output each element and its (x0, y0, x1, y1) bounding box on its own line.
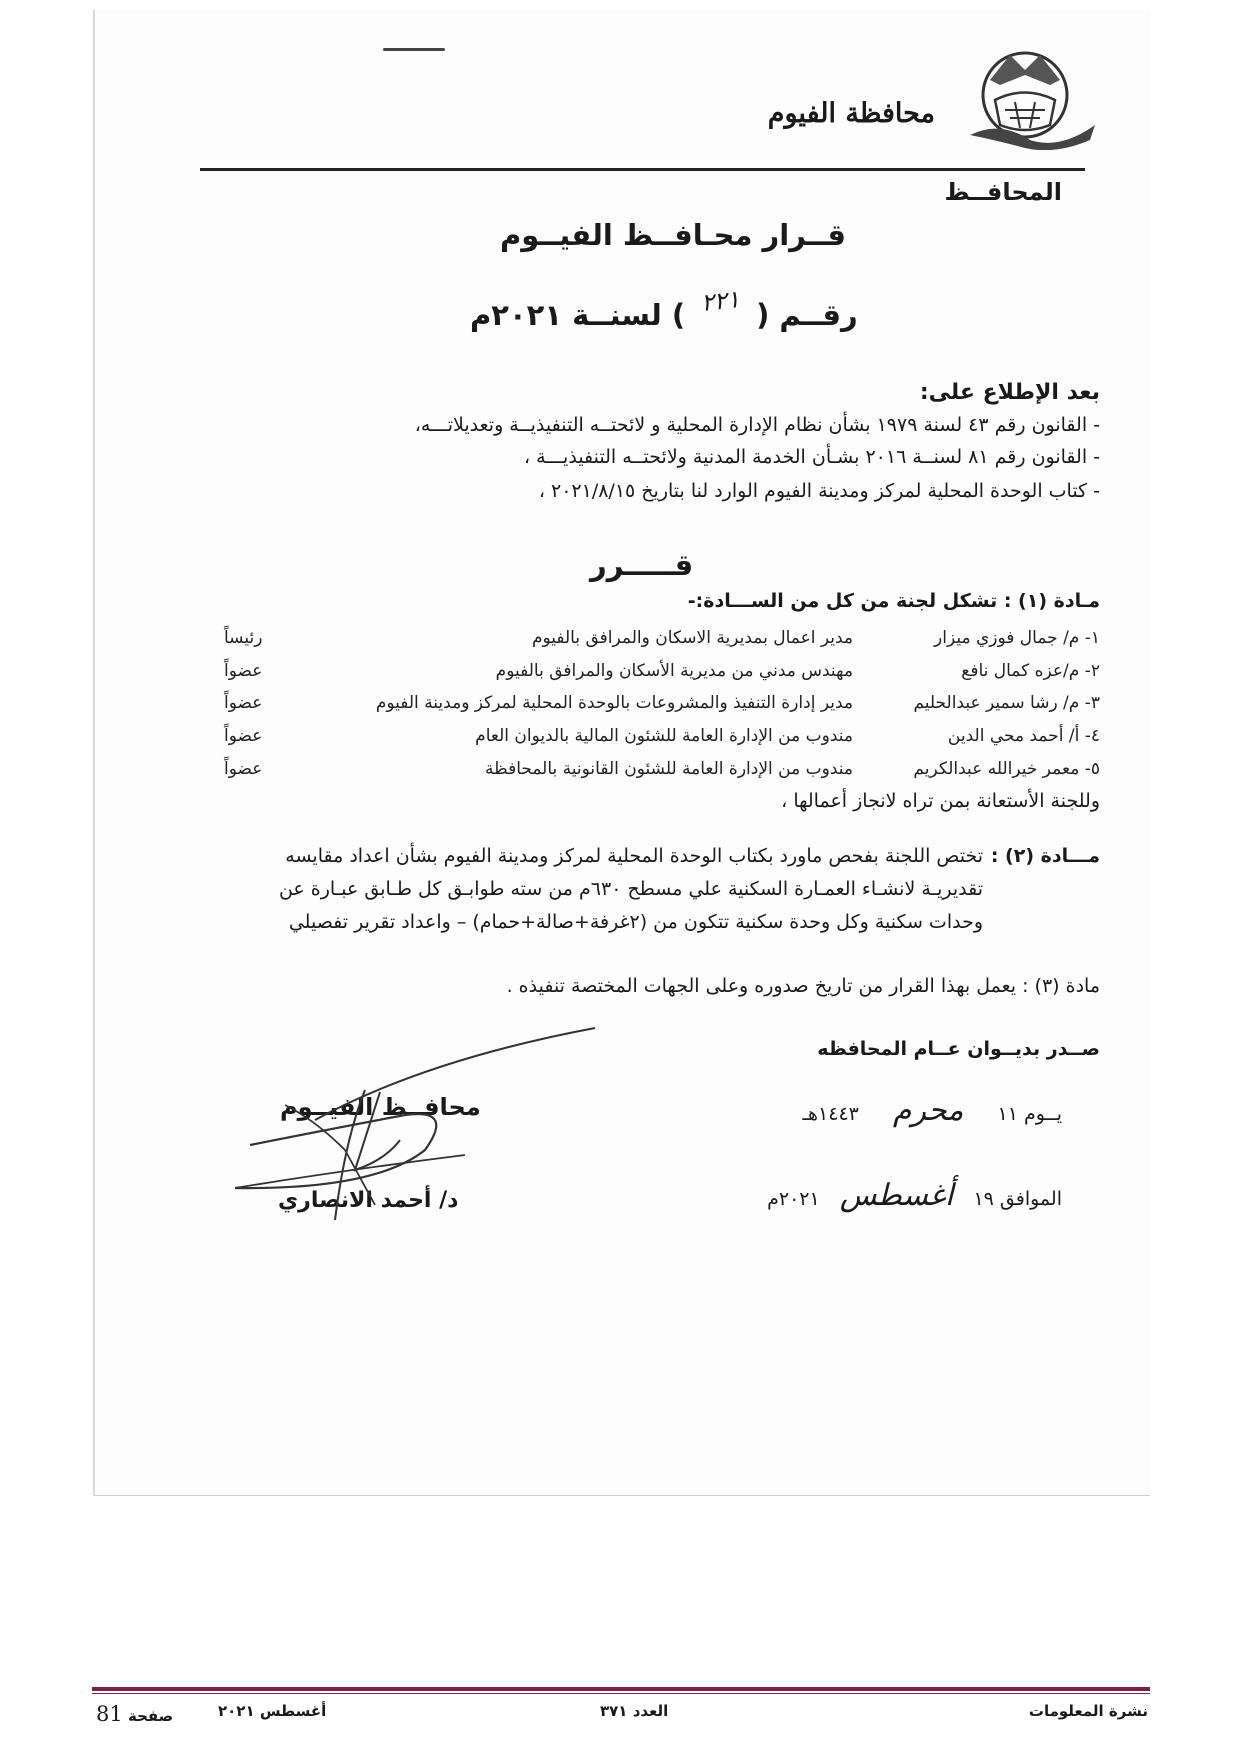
member-position: مدير اعمال بمديرية الاسكان والمرافق بالفيوم (531, 628, 853, 648)
signatory-name: د/ أحمد الانصاري (278, 1188, 459, 1213)
hijri-year: ١٤٤٣هـ (802, 1103, 859, 1125)
footer-rule-thin (92, 1693, 1150, 1694)
footer-page (96, 1702, 173, 1726)
member-role: عضواً (224, 726, 263, 746)
scan-mark (383, 48, 445, 51)
member-position: مندوب من الإدارة العامة للشئون القانونية بالمحافظة (485, 759, 853, 779)
decision-heading: قـــــرر (590, 548, 694, 582)
greg-month-handwritten: أغسطس (839, 1178, 954, 1213)
gregorian-date (767, 1178, 1062, 1213)
governorate-header: محافظة الفيوم (767, 98, 935, 129)
greg-day: الموافق ١٩ (973, 1188, 1062, 1210)
decision-title: قــرار محـافــظ الفيــوم (500, 218, 847, 252)
hijri-month-handwritten: محرم (892, 1093, 964, 1128)
article1-heading: مـادة (١) : تشكل لجنة من كل من الســـادة:- (687, 590, 1100, 612)
footer-page-label: صفحة (127, 1707, 174, 1725)
signatory-title: محافــظ الفيــوم (280, 1093, 481, 1121)
member-name: ٤- أ/ أحمد محي الدين (947, 726, 1100, 746)
number-suffix: ) لسنــة ٢٠٢١م (470, 298, 686, 332)
signature-scribble (225, 1020, 605, 1250)
member-role: عضواً (224, 693, 263, 713)
member-position: مهندس مدني من مديرية الأسكان والمرافق بالفيوم (495, 661, 853, 681)
article1-closing: وللجنة الأستعانة بمن تراه لانجاز أعمالها ، (781, 790, 1100, 812)
handwritten-number: ٢٢١ (699, 285, 742, 317)
governorate-emblem (960, 40, 1100, 150)
member-name: ٥- معمر خيرالله عبدالكريم (913, 759, 1100, 779)
header-rule (200, 168, 1085, 171)
footer-issue: العدد ٣٧١ (600, 1702, 669, 1720)
footer-publication: نشرة المعلومات (1028, 1702, 1148, 1720)
preamble-item: - القانون رقم ٨١ لسنــة ٢٠١٦ بشـأن الخدمة المدنية ولائحتــه التنفيذيـــة ، (524, 446, 1100, 468)
office-label: المحافــظ (944, 178, 1062, 206)
member-role: عضواً (224, 661, 263, 681)
member-role: رئيساً (224, 628, 263, 648)
preamble-item: - كتاب الوحدة المحلية لمركز ومدينة الفيوم الوارد لنا بتاريخ ٢٠٢١/٨/١٥ ، (538, 480, 1100, 502)
footer-rule (92, 1687, 1150, 1691)
article2-line: تختص اللجنة بفحص ماورد بكتاب الوحدة المحلية لمركز ومدينة الفيوم بشأن اعداد مقايسه (285, 845, 983, 867)
member-name: ١- م/ جمال فوزي ميزار (934, 628, 1100, 648)
member-position: مدير إدارة التنفيذ والمشروعات بالوحدة المحلية لمركز ومدينة الفيوم (375, 693, 853, 713)
preamble-item: - القانون رقم ٤٣ لسنة ١٩٧٩ بشأن نظام الإدارة المحلية و لائحتــه التنفيذيــة وتعديلاتـــه، (414, 414, 1100, 436)
member-name: ٣- م/ رشا سمير عبدالحليم (913, 693, 1100, 713)
number-prefix: رقــم ( (756, 298, 858, 332)
article3: مادة (٣) : يعمل بهذا القرار من تاريخ صدوره وعلى الجهات المختصة تنفيذه . (506, 975, 1100, 997)
member-position: مندوب من الإدارة العامة للشئون المالية بالديوان العام (475, 726, 853, 746)
article2-label: مـــادة (٢) : (990, 845, 1100, 867)
issued-line: صــدر بديــوان عــام المحافظه (817, 1038, 1100, 1060)
hijri-day: يــوم ١١ (997, 1103, 1062, 1125)
hijri-date (802, 1093, 1062, 1128)
footer-page-number: 81 (96, 1702, 123, 1726)
member-name: ٢- م/عزه كمال نافع (961, 661, 1100, 681)
greg-year: ٢٠٢١م (767, 1188, 820, 1210)
article2-line: تقديريـة لانشـاء العمـارة السكنية علي مسطح ٦٣٠م من سته طوابـق كل طـابق عبـارة عن (278, 878, 983, 900)
decision-number-line (470, 285, 858, 332)
article2-line: وحدات سكنية وكل وحدة سكنية تتكون من (٢غرفة+صالة+حمام) – واعداد تقرير تفصيلي (288, 911, 983, 933)
preamble-heading: بعد الإطلاع على: (919, 380, 1100, 405)
footer-month: أغسطس ٢٠٢١ (218, 1702, 327, 1720)
member-role: عضواً (224, 759, 263, 779)
